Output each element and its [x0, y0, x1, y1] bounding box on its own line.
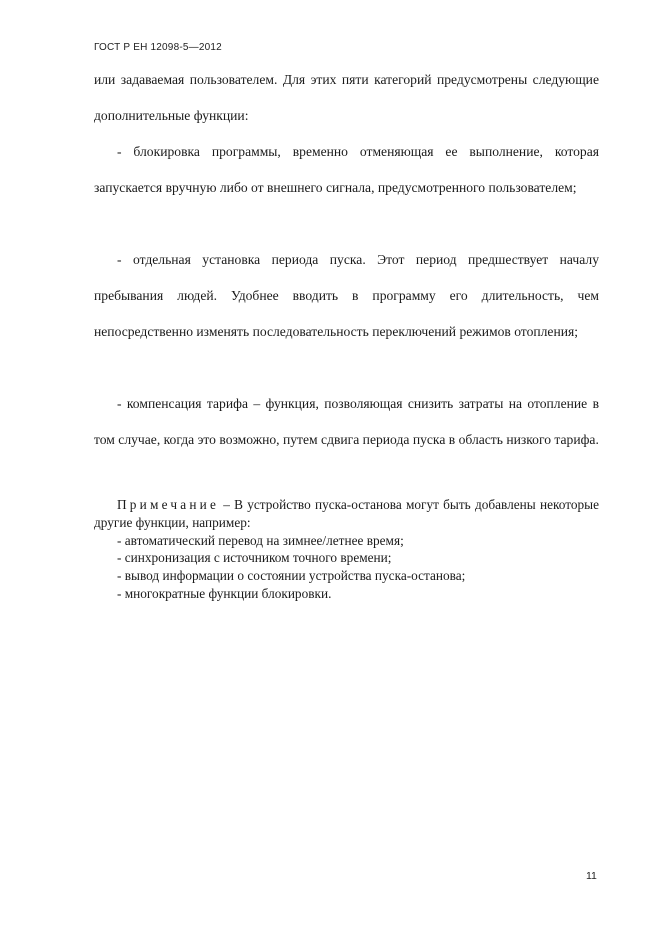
note-block	[94, 496, 599, 603]
note-item: - многократные функции блокировки.	[117, 585, 332, 601]
note-item: - автоматический перевод на зимнее/летнее время;	[117, 532, 404, 548]
page-number: 11	[586, 870, 597, 882]
paragraph-text: - компенсация тарифа – функция, позволяющая снизить затраты на отопление в том случае, когда это возможно, путем сдвига периода пуска в область низкого тарифа.	[94, 396, 599, 447]
paragraph-start-period	[94, 242, 599, 350]
paragraph-text: - блокировка программы, временно отменяющая ее выполнение, которая запускается вручную либо от внешнего сигнала, предусмотренного пользователем;	[94, 144, 599, 195]
note-label: Примечание	[117, 497, 220, 512]
paragraph-tariff-compensation	[94, 386, 599, 458]
paragraph-intro	[94, 62, 599, 134]
paragraph-text: - отдельная установка периода пуска. Этот период предшествует началу пребывания людей. Удобнее вводить в программу его длительность, чем непосредственно изменять последовательность переключений режимов отопления;	[94, 252, 599, 339]
paragraph-program-lock	[94, 134, 599, 206]
paragraph-text: или задаваемая пользователем. Для этих пяти категорий предусмотрены следующие дополнительные функции:	[94, 72, 599, 123]
note-item: - вывод информации о состоянии устройства пуска-останова;	[117, 568, 466, 584]
note-item: - синхронизация с источником точного времени;	[117, 550, 392, 566]
document-header: ГОСТ Р ЕН 12098-5—2012	[94, 42, 222, 53]
note-lead	[94, 496, 599, 532]
note-text: – В устройство пуска-останова могут быть добавлены некоторые другие функции, например:	[94, 497, 599, 530]
